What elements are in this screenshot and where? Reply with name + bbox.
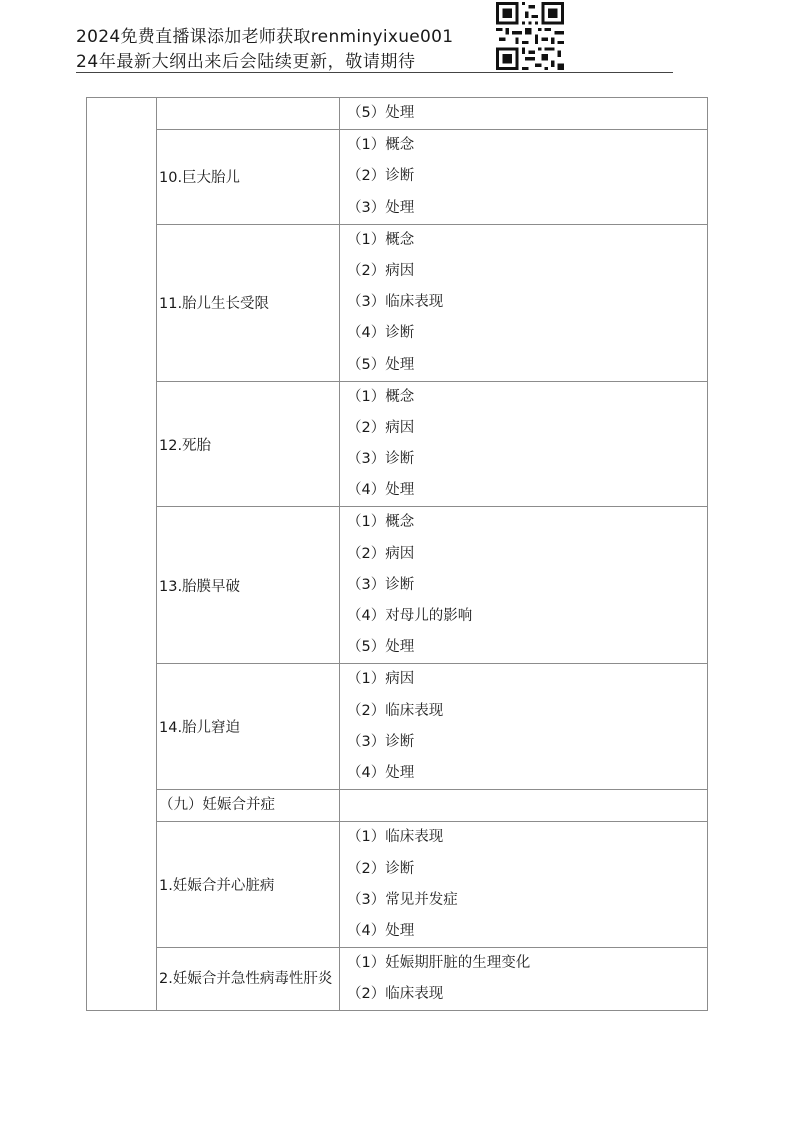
subtopic-cell	[340, 224, 708, 381]
topic-cell: 12.死胎	[157, 381, 340, 507]
topic-cell	[157, 98, 340, 130]
header-rule	[76, 72, 673, 73]
subtopic-item: （2）诊断	[347, 860, 415, 877]
subtopic-item: （1）妊娠期肝脏的生理变化	[347, 955, 531, 972]
subtopic-item: （2）诊断	[347, 168, 415, 185]
subtopic-item: （1）概念	[347, 388, 415, 405]
subtopic-item: （4）诊断	[347, 325, 415, 342]
subtopic-cell	[340, 130, 708, 225]
subtopic-item: （4）对母儿的影响	[347, 608, 473, 624]
subtopic-cell	[340, 507, 708, 664]
table-row	[87, 224, 708, 381]
subtopic-item: （3）诊断	[347, 576, 415, 593]
table-row	[87, 381, 708, 507]
table-row	[87, 507, 708, 664]
table-row	[87, 948, 708, 1011]
subtopic-item: （1）概念	[347, 514, 415, 531]
topic-cell: 11.胎儿生长受限	[157, 224, 340, 381]
subtopic-item: （1）概念	[347, 137, 415, 154]
subtopic-cell	[340, 948, 708, 1011]
table-row	[87, 664, 708, 790]
header-promo-line: 2024免费直播课添加老师获取renminyixue001	[76, 27, 454, 47]
subtopic-cell	[340, 664, 708, 790]
syllabus-table	[86, 97, 708, 1011]
subtopic-item: （3）常见并发症	[347, 891, 458, 908]
topic-cell: 2.妊娠合并急性病毒性肝炎	[157, 948, 340, 1011]
subtopic-item: （2）病因	[347, 419, 415, 436]
table-row	[87, 822, 708, 948]
topic-cell: 13.胎膜早破	[157, 507, 340, 664]
subtopic-item: （2）病因	[347, 262, 415, 279]
topic-cell: 14.胎儿窘迫	[157, 664, 340, 790]
subtopic-item: （1）病因	[347, 671, 415, 688]
subtopic-item: （2）病因	[347, 545, 415, 562]
subtopic-item: （3）处理	[347, 199, 415, 216]
subtopic-item: （2）临床表现	[347, 702, 444, 719]
subtopic-item: （3）临床表现	[347, 294, 444, 311]
subtopic-cell	[340, 381, 708, 507]
subtopic-item: （4）处理	[347, 922, 415, 939]
subtopic-item: （1）临床表现	[347, 829, 444, 846]
category-cell	[87, 98, 157, 1011]
subtopic-item: （4）处理	[347, 764, 415, 781]
subtopic-cell	[340, 98, 708, 130]
subtopic-item: （1）概念	[347, 231, 415, 248]
subtopic-cell	[340, 822, 708, 948]
subtopic-item: （3）诊断	[347, 733, 415, 750]
header-update-line: 24年最新大纲出来后会陆续更新，敬请期待	[76, 52, 416, 72]
table-row	[87, 130, 708, 225]
section-heading-cell: （九）妊娠合并症	[157, 790, 340, 822]
table-row	[87, 98, 708, 130]
page-header	[76, 0, 674, 74]
subtopic-item: （2）临床表现	[347, 986, 444, 1003]
subtopic-item: （5）处理	[347, 105, 415, 121]
subtopic-item: （5）处理	[347, 356, 415, 373]
qr-code-icon	[496, 2, 564, 70]
subtopic-item: （3）诊断	[347, 451, 415, 468]
subtopic-item: （5）处理	[347, 639, 415, 656]
subtopic-cell	[340, 790, 708, 822]
table-row	[87, 790, 708, 822]
subtopic-item: （4）处理	[347, 482, 415, 499]
topic-cell: 1.妊娠合并心脏病	[157, 822, 340, 948]
topic-cell: 10.巨大胎儿	[157, 130, 340, 225]
